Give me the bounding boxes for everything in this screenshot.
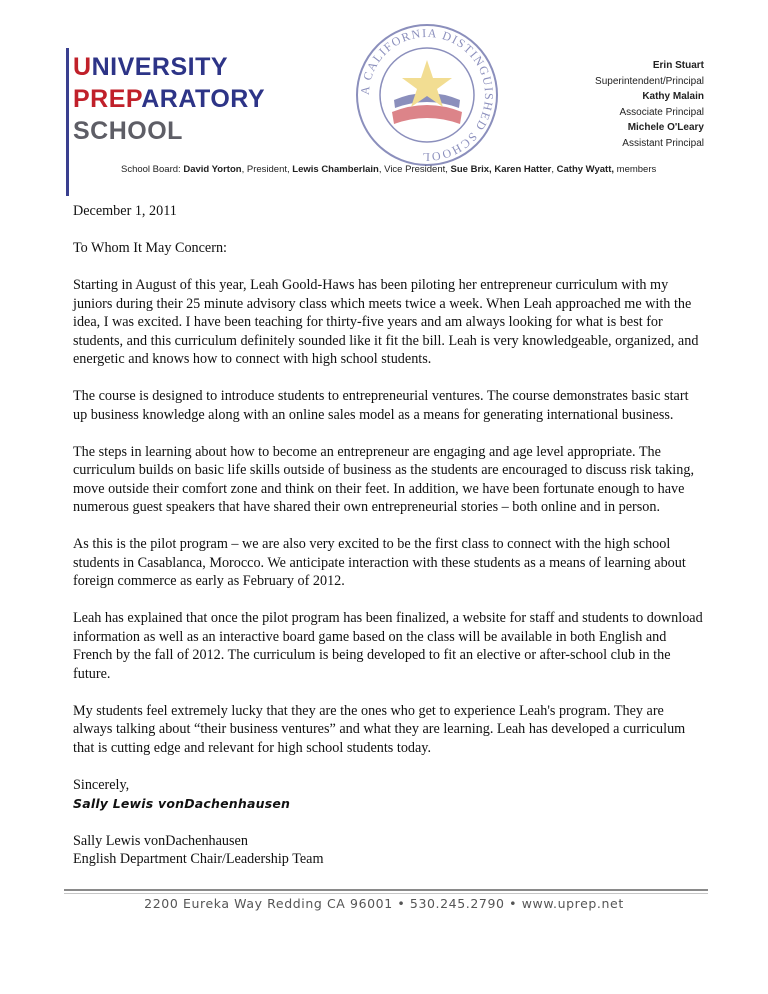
letter-closing: Sincerely, [73, 776, 130, 793]
logo-accent-bar [66, 48, 69, 196]
letter-body [73, 202, 703, 869]
school-logo [73, 55, 265, 151]
signer-name: Sally Lewis vonDachenhausen [73, 832, 248, 849]
signature: Sally Lewis vonDachenhausen [73, 796, 291, 811]
letter-salutation: To Whom It May Concern: [73, 240, 227, 256]
letter-paragraph: Leah has explained that once the pilot program has been finalized, a website for staff and students to download information as well as an interactive board game based on the class will be available in both English and French by the fall of 2012. The curriculum is being developed to fit an elective or after-school club in the future. [73, 610, 703, 682]
letter-paragraph: My students feel extremely lucky that they are the ones who get to experience Leah's program. They are always talking about “their business ventures” and what they are learning. Leah has developed a curriculum that is cutting edge and relevant for high school students today. [73, 702, 686, 756]
logo-line-preparatory: PREPARATORY [73, 85, 266, 113]
admin-title: Superintendent/Principal [595, 75, 704, 87]
logo-line-school: SCHOOL [73, 117, 183, 145]
admin-name: Erin Stuart [652, 60, 704, 71]
california-distinguished-school-seal-icon [352, 20, 502, 170]
letter-paragraph: The steps in learning about how to become an entrepreneur are engaging and age level appropriate. The curriculum builds on basic life skills outside of business as the students are encouraged to discuss risk taking, move outside their comfort zone and think on their feet. In addition, we have been fortunate enough to have numerous guest speakers that have shared their own entrepreneurial stories – both online and in person. [73, 443, 694, 515]
signer-title: English Department Chair/Leadership Team [73, 851, 324, 867]
letter-date: December 1, 2011 [73, 203, 177, 219]
admin-name: Michele O'Leary [627, 122, 704, 133]
svg-text:A CALIFORNIA DISTINGUISHED SCH: A CALIFORNIA DISTINGUISHED SCHOOL [357, 25, 497, 165]
administration-list [595, 58, 704, 151]
logo-line-university: UNIVERSITY [73, 53, 229, 81]
admin-name: Kathy Malain [642, 91, 704, 102]
footer-divider [64, 889, 708, 891]
admin-title: Assistant Principal [622, 137, 704, 149]
school-board-line: School Board: David Yorton, President, Lewis Chamberlain, Vice President, Sue Brix, Karen Hatter, Cathy Wyatt, members [121, 164, 657, 175]
admin-title: Associate Principal [619, 106, 704, 118]
footer-address: 2200 Eureka Way Redding CA 96001 • 530.245.2790 • www.uprep.net [144, 896, 624, 911]
letter-paragraph: As this is the pilot program – we are also very excited to be the first class to connect with the high school students in Casablanca, Morocco. We anticipate interaction with these students as a means of learning about foreign commerce as early as February of 2012. [73, 536, 686, 589]
letter-paragraph: Starting in August of this year, Leah Goold-Haws has been piloting her entrepreneur curriculum with my juniors during their 25 minute advisory class which meets twice a week. When Leah approached me with the idea, I was excited. I have been teaching for thirty-five years and am always looking for what is best for students, and this curriculum definitely sounded like it fit the bill. Leah is very knowledgeable, organized, and energetic and knows how to connect with high school students. [73, 277, 699, 367]
letter-paragraph: The course is designed to introduce students to entrepreneurial ventures. The course demonstrates basic start up business knowledge along with an online sales model as a means for generating international business. [73, 388, 689, 423]
